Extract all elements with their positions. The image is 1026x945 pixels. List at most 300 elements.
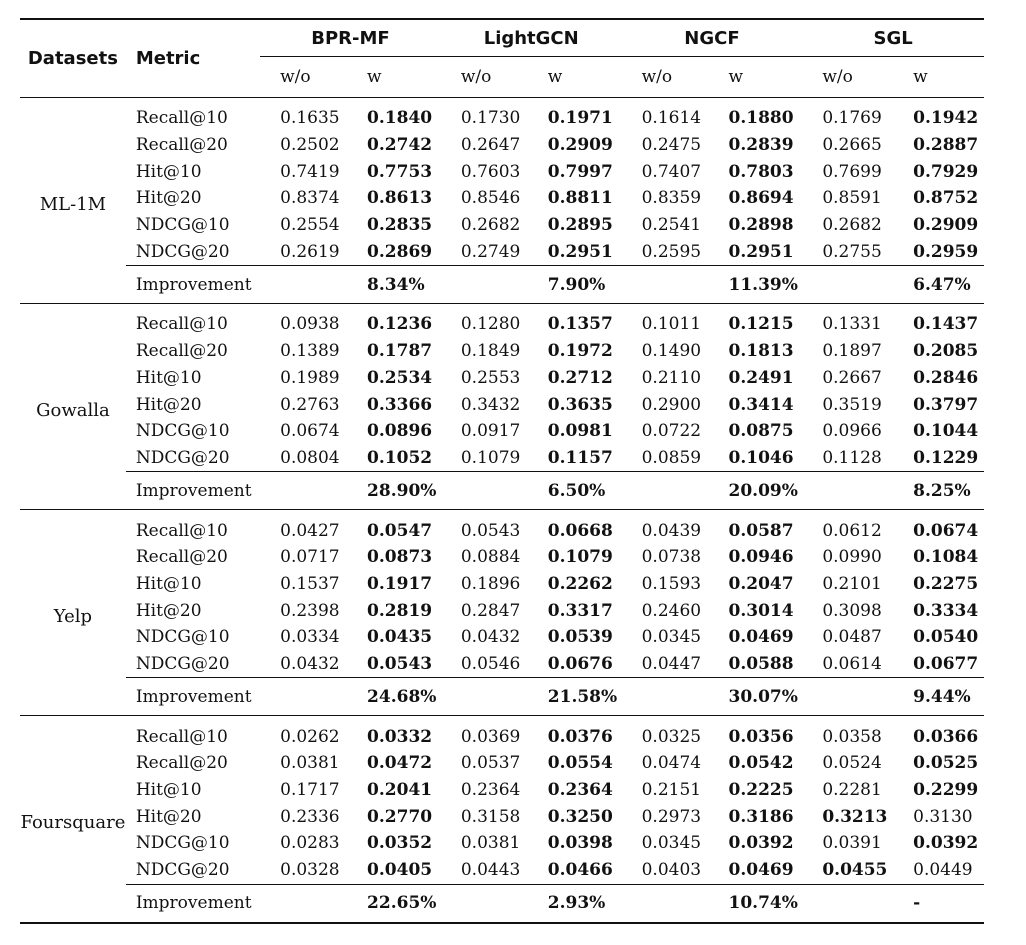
metric-value: 0.1917 — [367, 573, 433, 594]
metric-value: 0.7419 — [280, 161, 340, 182]
metric-value: 0.0543 — [460, 520, 521, 541]
header-sub-wo: w/o — [622, 57, 709, 98]
metric-value: 0.0449 — [913, 860, 973, 881]
improvement-value: 24.68% — [347, 678, 441, 716]
metric-value: 0.1989 — [280, 367, 340, 388]
empty-cell — [260, 884, 347, 923]
metric-value: 0.2712 — [547, 367, 613, 388]
header-sub-w: w — [528, 57, 622, 98]
metric-value: 0.0455 — [822, 860, 888, 881]
metric-value: 0.2047 — [728, 573, 794, 594]
table-row — [20, 510, 984, 544]
metric-value: 0.0472 — [367, 753, 433, 774]
metric-label: NDCG@10 — [135, 627, 230, 648]
metric-value: 0.1880 — [728, 108, 794, 129]
metric-value: 0.0542 — [728, 753, 794, 774]
metric-value: 0.2895 — [547, 215, 613, 236]
dataset-name: ML-1M — [20, 98, 126, 304]
metric-value: 0.3797 — [913, 394, 979, 415]
metric-value: 0.7929 — [913, 161, 979, 182]
empty-cell — [260, 472, 347, 510]
table-row — [20, 185, 984, 212]
dataset-name: Foursquare — [20, 716, 126, 923]
metric-value: 0.7699 — [822, 161, 882, 182]
metric-value: 0.2898 — [728, 215, 794, 236]
metric-value: 0.0738 — [641, 547, 702, 568]
improvement-value: 8.25% — [893, 472, 984, 510]
empty-cell — [802, 472, 893, 510]
table-row — [20, 651, 984, 678]
header-model-lightgcn: LightGCN — [441, 19, 622, 57]
metric-value: 0.2262 — [547, 573, 613, 594]
metric-value: 0.1849 — [460, 341, 521, 362]
table-row — [20, 597, 984, 624]
metric-value: 0.8694 — [728, 188, 794, 209]
improvement-value: 11.39% — [709, 266, 803, 304]
table-row — [20, 830, 984, 857]
empty-cell — [802, 678, 893, 716]
metric-value: 0.3334 — [913, 600, 979, 621]
metric-value: 0.0356 — [728, 726, 794, 747]
empty-cell — [622, 678, 709, 716]
metric-value: 0.2085 — [913, 341, 979, 362]
empty-cell — [260, 266, 347, 304]
header-sub-w: w — [893, 57, 984, 98]
metric-label: Recall@10 — [135, 726, 228, 747]
metric-value: 0.1635 — [280, 108, 340, 129]
table-row — [20, 238, 984, 265]
metric-value: 0.3186 — [728, 806, 794, 827]
metric-value: 0.0391 — [822, 833, 882, 854]
table-row — [20, 158, 984, 185]
metric-value: 0.2647 — [460, 135, 521, 156]
metric-value: 0.2846 — [913, 367, 979, 388]
metric-value: 0.1971 — [547, 108, 613, 129]
metric-value: 0.2973 — [641, 806, 702, 827]
table-row — [20, 857, 984, 884]
metric-value: 0.0676 — [547, 654, 613, 675]
metric-value: 0.1593 — [641, 573, 702, 594]
metric-value: 0.0376 — [547, 726, 613, 747]
metric-value: 0.1084 — [913, 547, 979, 568]
metric-value: 0.1490 — [641, 341, 702, 362]
table-row — [20, 132, 984, 159]
metric-value: 0.2275 — [913, 573, 979, 594]
metric-value: 0.3317 — [547, 600, 613, 621]
improvement-label: Improvement — [126, 266, 260, 304]
metric-value: 0.0677 — [913, 654, 979, 675]
table-row — [20, 716, 984, 750]
metric-value: 0.1215 — [728, 314, 794, 335]
metric-value: 0.1769 — [822, 108, 882, 129]
empty-cell — [260, 678, 347, 716]
improvement-row — [20, 884, 984, 923]
improvement-value: 7.90% — [528, 266, 622, 304]
metric-value: 0.2554 — [280, 215, 340, 236]
metric-value: 0.2749 — [460, 241, 521, 262]
metric-value: 0.2336 — [280, 806, 340, 827]
metric-value: 0.1537 — [280, 573, 340, 594]
metric-value: 0.2819 — [367, 600, 433, 621]
metric-value: 0.3366 — [367, 394, 433, 415]
metric-value: 0.0917 — [460, 421, 521, 442]
improvement-label: Improvement — [126, 472, 260, 510]
metric-value: 0.0392 — [728, 833, 794, 854]
header-sub-wo: w/o — [441, 57, 528, 98]
metric-value: 0.1011 — [641, 314, 702, 335]
table-row — [20, 391, 984, 418]
metric-value: 0.2742 — [367, 135, 433, 156]
metric-value: 0.0432 — [280, 654, 340, 675]
metric-value: 0.2553 — [460, 367, 521, 388]
improvement-row — [20, 266, 984, 304]
metric-label: Recall@20 — [135, 135, 228, 156]
metric-value: 0.2041 — [367, 780, 433, 801]
metric-value: 0.0392 — [913, 833, 979, 854]
metric-value: 0.1730 — [460, 108, 521, 129]
metric-label: Recall@20 — [135, 753, 228, 774]
improvement-value: 20.09% — [709, 472, 803, 510]
empty-cell — [622, 884, 709, 923]
table-row — [20, 98, 984, 132]
metric-value: 0.0328 — [280, 860, 340, 881]
empty-cell — [622, 472, 709, 510]
metric-value: 0.3213 — [822, 806, 888, 827]
metric-value: 0.0546 — [460, 654, 521, 675]
metric-value: 0.0325 — [641, 726, 702, 747]
metric-value: 0.2398 — [280, 600, 340, 621]
table-row — [20, 365, 984, 392]
empty-cell — [802, 884, 893, 923]
metric-label: Hit@10 — [135, 161, 202, 182]
improvement-value: 22.65% — [347, 884, 441, 923]
metric-value: 0.0540 — [913, 627, 979, 648]
metric-value: 0.2491 — [728, 367, 794, 388]
metric-value: 0.2281 — [822, 780, 882, 801]
metric-value: 0.1128 — [822, 447, 882, 468]
metric-value: 0.2835 — [367, 215, 433, 236]
metric-value: 0.2151 — [641, 780, 702, 801]
metric-value: 0.2909 — [913, 215, 979, 236]
header-model-sgl: SGL — [802, 19, 984, 57]
metric-value: 0.3098 — [822, 600, 882, 621]
metric-value: 0.2887 — [913, 135, 979, 156]
metric-value: 0.2900 — [641, 394, 702, 415]
improvement-row — [20, 472, 984, 510]
metric-value: 0.1046 — [728, 447, 794, 468]
metric-label: Hit@20 — [135, 394, 202, 415]
table-row — [20, 571, 984, 598]
metric-value: 0.8811 — [547, 188, 613, 209]
metric-value: 0.2541 — [641, 215, 702, 236]
metric-label: Recall@20 — [135, 547, 228, 568]
metric-value: 0.1236 — [367, 314, 433, 335]
metric-value: 0.0859 — [641, 447, 702, 468]
metric-value: 0.2847 — [460, 600, 521, 621]
metric-label: NDCG@20 — [135, 654, 230, 675]
metric-value: 0.8359 — [641, 188, 702, 209]
metric-value: 0.2101 — [822, 573, 882, 594]
metric-value: 0.3635 — [547, 394, 613, 415]
metric-label: Recall@10 — [135, 520, 228, 541]
metric-value: 0.0447 — [641, 654, 702, 675]
metric-value: 0.0358 — [822, 726, 882, 747]
metric-label: NDCG@20 — [135, 241, 230, 262]
table-row — [20, 777, 984, 804]
metric-value: 0.2110 — [641, 367, 702, 388]
empty-cell — [802, 266, 893, 304]
header-datasets: Datasets — [20, 19, 126, 98]
table-row — [20, 418, 984, 445]
improvement-value: 2.93% — [528, 884, 622, 923]
metric-value: 0.8591 — [822, 188, 882, 209]
metric-value: 0.3432 — [460, 394, 521, 415]
metric-value: 0.1052 — [367, 447, 433, 468]
metric-value: 0.0543 — [367, 654, 433, 675]
metric-value: 0.2667 — [822, 367, 882, 388]
metric-value: 0.1787 — [367, 341, 433, 362]
metric-value: 0.2364 — [547, 780, 613, 801]
metric-value: 0.1331 — [822, 314, 882, 335]
metric-value: 0.2682 — [460, 215, 521, 236]
table-row — [20, 803, 984, 830]
metric-value: 0.1840 — [367, 108, 433, 129]
metric-value: 0.0537 — [460, 753, 521, 774]
metric-value: 0.3014 — [728, 600, 794, 621]
metric-label: Hit@20 — [135, 188, 202, 209]
header-model-bpr-mf: BPR-MF — [260, 19, 441, 57]
metric-value: 0.3130 — [913, 806, 973, 827]
metric-value: 0.0674 — [280, 421, 340, 442]
metric-value: 0.0398 — [547, 833, 613, 854]
metric-value: 0.3519 — [822, 394, 882, 415]
header-metric: Metric — [126, 19, 260, 98]
metric-value: 0.0966 — [822, 421, 882, 442]
metric-value: 0.1813 — [728, 341, 794, 362]
empty-cell — [441, 678, 528, 716]
metric-value: 0.2951 — [547, 241, 613, 262]
metric-value: 0.0990 — [822, 547, 882, 568]
metric-value: 0.2619 — [280, 241, 340, 262]
metric-value: 0.2225 — [728, 780, 794, 801]
metric-value: 0.0262 — [280, 726, 340, 747]
metric-value: 0.2959 — [913, 241, 979, 262]
metric-value: 0.0469 — [728, 860, 794, 881]
metric-label: NDCG@10 — [135, 421, 230, 442]
metric-value: 0.7997 — [547, 161, 613, 182]
metric-value: 0.7803 — [728, 161, 794, 182]
metric-value: 0.2460 — [641, 600, 702, 621]
header-row-models — [20, 19, 984, 57]
header-sub-w: w — [709, 57, 803, 98]
metric-value: 0.1972 — [547, 341, 613, 362]
metric-value: 0.7753 — [367, 161, 433, 182]
table-row — [20, 338, 984, 365]
metric-value: 0.0804 — [280, 447, 340, 468]
metric-value: 0.1079 — [547, 547, 613, 568]
metric-value: 0.8374 — [280, 188, 340, 209]
metric-label: Recall@20 — [135, 341, 228, 362]
table-row — [20, 624, 984, 651]
metric-value: 0.7407 — [641, 161, 702, 182]
metric-value: 0.0435 — [367, 627, 433, 648]
metric-label: Hit@10 — [135, 780, 202, 801]
metric-value: 0.1897 — [822, 341, 882, 362]
table-row — [20, 544, 984, 571]
metric-value: 0.0614 — [822, 654, 882, 675]
metric-value: 0.0405 — [367, 860, 433, 881]
metric-value: 0.0403 — [641, 860, 702, 881]
metric-value: 0.1614 — [641, 108, 702, 129]
metric-value: 0.0332 — [367, 726, 433, 747]
metric-value: 0.0524 — [822, 753, 882, 774]
metric-value: 0.0938 — [280, 314, 340, 335]
metric-value: 0.1437 — [913, 314, 979, 335]
metric-value: 0.3158 — [460, 806, 521, 827]
metric-value: 0.2770 — [367, 806, 433, 827]
metric-value: 0.1357 — [547, 314, 613, 335]
metric-value: 0.2299 — [913, 780, 979, 801]
metric-value: 0.2595 — [641, 241, 702, 262]
metric-value: 0.0474 — [641, 753, 702, 774]
table-row — [20, 750, 984, 777]
metric-value: 0.1896 — [460, 573, 521, 594]
metric-value: 0.0283 — [280, 833, 340, 854]
improvement-value: 21.58% — [528, 678, 622, 716]
metric-value: 0.2502 — [280, 135, 340, 156]
metric-value: 0.0668 — [547, 520, 613, 541]
metric-value: 0.0717 — [280, 547, 340, 568]
metric-label: NDCG@10 — [135, 215, 230, 236]
metric-value: 0.0873 — [367, 547, 433, 568]
improvement-label: Improvement — [126, 678, 260, 716]
metric-value: 0.2475 — [641, 135, 702, 156]
metric-value: 0.0469 — [728, 627, 794, 648]
metric-value: 0.2869 — [367, 241, 433, 262]
metric-value: 0.8752 — [913, 188, 979, 209]
metric-value: 0.7603 — [460, 161, 521, 182]
header-sub-wo: w/o — [260, 57, 347, 98]
metric-value: 0.0439 — [641, 520, 702, 541]
metric-value: 0.2534 — [367, 367, 433, 388]
metric-label: NDCG@20 — [135, 860, 230, 881]
improvement-value: 8.34% — [347, 266, 441, 304]
metric-value: 0.2364 — [460, 780, 521, 801]
metric-value: 0.0334 — [280, 627, 340, 648]
metric-value: 0.8613 — [367, 188, 433, 209]
metric-value: 0.0875 — [728, 421, 794, 442]
improvement-value: 9.44% — [893, 678, 984, 716]
metric-value: 0.0381 — [280, 753, 340, 774]
metric-value: 0.3414 — [728, 394, 794, 415]
results-table — [20, 18, 984, 924]
improvement-value: 10.74% — [709, 884, 803, 923]
metric-label: Hit@10 — [135, 573, 202, 594]
metric-value: 0.0443 — [460, 860, 521, 881]
metric-value: 0.2763 — [280, 394, 340, 415]
empty-cell — [441, 266, 528, 304]
metric-value: 0.0432 — [460, 627, 521, 648]
header-sub-w: w — [347, 57, 441, 98]
improvement-label: Improvement — [126, 884, 260, 923]
empty-cell — [441, 472, 528, 510]
metric-value: 0.1229 — [913, 447, 979, 468]
metric-label: Hit@20 — [135, 600, 202, 621]
improvement-value: 30.07% — [709, 678, 803, 716]
metric-label: NDCG@10 — [135, 833, 230, 854]
metric-value: 0.0722 — [641, 421, 702, 442]
metric-value: 0.2682 — [822, 215, 882, 236]
improvement-value: 6.47% — [893, 266, 984, 304]
empty-cell — [622, 266, 709, 304]
metric-value: 0.1389 — [280, 341, 340, 362]
metric-value: 0.0366 — [913, 726, 979, 747]
metric-value: 0.0981 — [547, 421, 613, 442]
metric-value: 0.0487 — [822, 627, 882, 648]
improvement-row — [20, 678, 984, 716]
metric-value: 0.2909 — [547, 135, 613, 156]
improvement-value: 28.90% — [347, 472, 441, 510]
header-sub-wo: w/o — [802, 57, 893, 98]
improvement-value: - — [893, 884, 984, 923]
metric-value: 0.1079 — [460, 447, 521, 468]
metric-value: 0.1280 — [460, 314, 521, 335]
metric-value: 0.2951 — [728, 241, 794, 262]
metric-value: 0.8546 — [460, 188, 521, 209]
metric-value: 0.0369 — [460, 726, 521, 747]
metric-value: 0.1044 — [913, 421, 979, 442]
metric-value: 0.0554 — [547, 753, 613, 774]
empty-cell — [441, 884, 528, 923]
metric-value: 0.0345 — [641, 833, 702, 854]
metric-value: 0.0345 — [641, 627, 702, 648]
metric-value: 0.0896 — [367, 421, 433, 442]
table-row — [20, 212, 984, 239]
metric-value: 0.0466 — [547, 860, 613, 881]
metric-value: 0.0946 — [728, 547, 794, 568]
metric-value: 0.2755 — [822, 241, 882, 262]
metric-value: 0.0427 — [280, 520, 340, 541]
metric-value: 0.2839 — [728, 135, 794, 156]
dataset-name: Yelp — [20, 510, 126, 716]
metric-value: 0.1942 — [913, 108, 979, 129]
table-row — [20, 445, 984, 472]
metric-label: Hit@10 — [135, 367, 202, 388]
metric-value: 0.0381 — [460, 833, 521, 854]
table-row — [20, 304, 984, 338]
metric-value: 0.0674 — [913, 520, 979, 541]
metric-value: 0.1717 — [280, 780, 340, 801]
metric-value: 0.0587 — [728, 520, 794, 541]
metric-value: 0.3250 — [547, 806, 613, 827]
metric-label: NDCG@20 — [135, 447, 230, 468]
metric-value: 0.0352 — [367, 833, 433, 854]
metric-label: Recall@10 — [135, 314, 228, 335]
metric-label: Hit@20 — [135, 806, 202, 827]
metric-value: 0.0539 — [547, 627, 613, 648]
metric-value: 0.1157 — [547, 447, 613, 468]
dataset-name: Gowalla — [20, 304, 126, 510]
metric-value: 0.0612 — [822, 520, 882, 541]
metric-value: 0.0588 — [728, 654, 794, 675]
improvement-value: 6.50% — [528, 472, 622, 510]
header-model-ngcf: NGCF — [622, 19, 803, 57]
metric-value: 0.0525 — [913, 753, 979, 774]
metric-value: 0.0547 — [367, 520, 433, 541]
metric-value: 0.2665 — [822, 135, 882, 156]
metric-value: 0.0884 — [460, 547, 521, 568]
metric-label: Recall@10 — [135, 108, 228, 129]
